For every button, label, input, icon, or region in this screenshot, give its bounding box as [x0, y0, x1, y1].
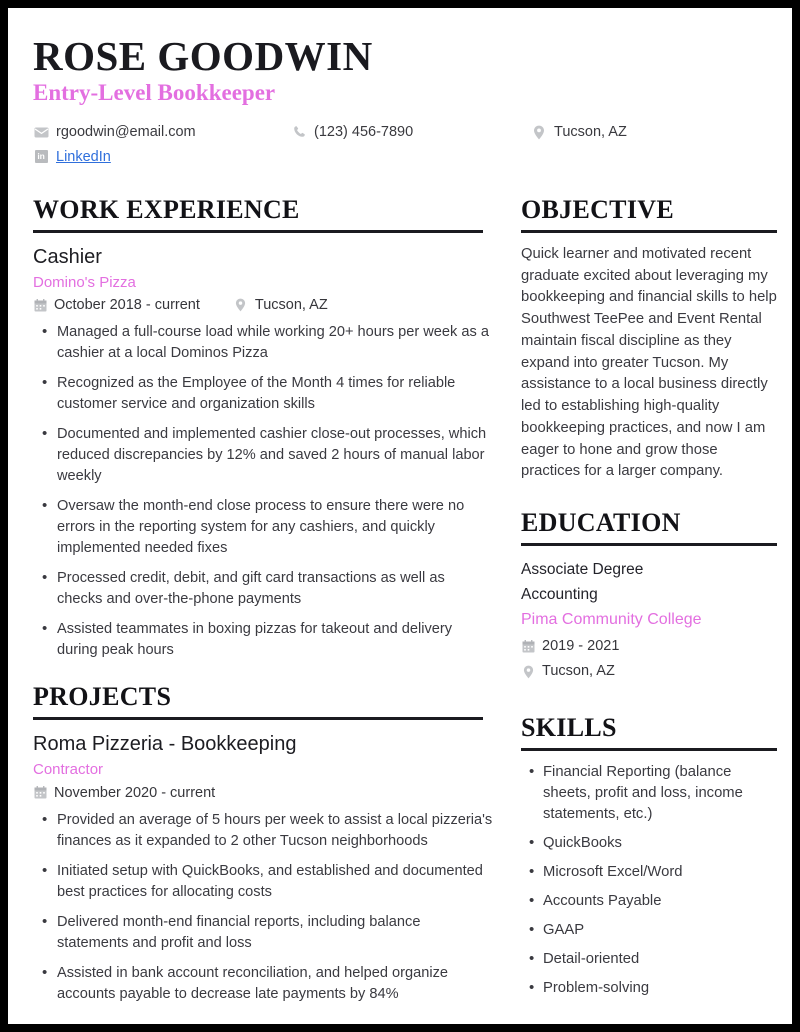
contact-phone-text: (123) 456-7890 [314, 123, 414, 140]
project-entry-bullets [33, 810, 493, 1005]
education-date-text: 2019 - 2021 [542, 637, 620, 654]
project-entry-meta [33, 785, 493, 801]
calendar-icon [521, 640, 535, 654]
work-entry-bullets [33, 322, 493, 661]
work-entry-company: Domino's Pizza [33, 273, 136, 291]
work-entry-location [234, 297, 328, 313]
contact-email[interactable] [33, 123, 291, 142]
left-column [33, 196, 493, 1024]
list-item: • QuickBooks [543, 833, 779, 854]
list-item: • Initiated setup with QuickBooks, and established and documented best practices for allocating costs [57, 861, 493, 903]
work-entry-meta [33, 297, 493, 313]
education-degree: Associate Degree [521, 560, 644, 578]
candidate-job-title: Entry-Level Bookkeeper [33, 80, 276, 106]
contact-location-text: Tucson, AZ [554, 123, 627, 140]
section-divider-objective [521, 230, 777, 233]
right-column [521, 196, 779, 1024]
objective-text: Quick learner and motivated recent graduate excited about leveraging my bookkeeping and financial skills to help Southwest TeePee and Event Rental maintain fiscal discipline as they expand into greater Tucson. My assistance to a local business directly led to establishing high-quality bookkeeping practices, and now I am eager to hone and grow those practices for a larger company. [521, 245, 777, 480]
list-item: • Detail-oriented [543, 949, 779, 970]
contact-row-primary [33, 123, 767, 142]
project-entry-role: Contractor [33, 761, 104, 779]
calendar-icon [33, 786, 47, 800]
list-item: • Assisted teammates in boxing pizzas for takeout and delivery during peak hours [57, 619, 493, 661]
section-heading-work: WORK EXPERIENCE [33, 195, 300, 225]
section-heading-education: EDUCATION [521, 508, 681, 538]
list-item: • Assisted in bank account reconciliation, and helped organize accounts payable to decrease late payments by 84% [57, 963, 493, 1005]
map-pin-icon [234, 298, 248, 312]
list-item: • Financial Reporting (balance sheets, profit and loss, income statements, etc.) [543, 762, 779, 825]
linkedin-badge-text: in [35, 150, 48, 163]
contact-email-text: rgoodwin@email.com [56, 123, 196, 140]
contact-phone[interactable] [291, 123, 531, 142]
contact-location [531, 123, 731, 142]
project-entry-date-text: November 2020 - current [54, 784, 216, 801]
section-divider-projects [33, 717, 483, 720]
list-item: • GAAP [543, 920, 779, 941]
section-heading-projects: PROJECTS [33, 682, 172, 712]
linkedin-link[interactable]: LinkedIn [56, 148, 111, 165]
project-entry [33, 731, 493, 1005]
map-pin-icon [531, 124, 547, 140]
skills-list [521, 762, 779, 999]
list-item: • Accounts Payable [543, 891, 779, 912]
candidate-name: ROSE GOODWIN [33, 33, 373, 79]
education-date [521, 635, 779, 658]
section-skills [521, 714, 779, 999]
list-item: • Managed a full-course load while working 20+ hours per week as a cashier at a local Dominos Pizza [57, 322, 493, 364]
education-location-text: Tucson, AZ [542, 663, 615, 680]
section-divider-skills [521, 748, 777, 751]
resume-body [33, 195, 777, 1024]
linkedin-icon [33, 149, 49, 165]
section-divider-education [521, 543, 777, 546]
work-entry-date-text: October 2018 - current [54, 297, 200, 314]
education-field: Accounting [521, 585, 598, 603]
contact-linkedin[interactable] [33, 148, 291, 167]
calendar-icon [33, 298, 47, 312]
section-education [521, 509, 779, 684]
section-work-experience [33, 196, 493, 661]
project-entry-date [33, 785, 215, 801]
list-item: • Processed credit, debit, and gift card transactions as well as checks and over-the-phone payments [57, 568, 493, 610]
work-entry-title: Cashier [33, 245, 102, 268]
contact-row-secondary [33, 148, 767, 167]
phone-icon [291, 124, 307, 140]
section-heading-skills: SKILLS [521, 712, 617, 742]
list-item: • Problem-solving [543, 978, 779, 999]
list-item: • Oversaw the month-end close process to ensure there were no errors in the reporting system for any cashiers, and quickly implemented needed fixes [57, 496, 493, 559]
column-gap [493, 196, 521, 1024]
work-entry [33, 244, 493, 662]
education-school: Pima Community College [521, 611, 702, 629]
resume-page [8, 8, 792, 1024]
education-location [521, 660, 779, 683]
section-divider-work [33, 230, 483, 233]
list-item: • Documented and implemented cashier close-out processes, which reduced discrepancies by 12% and saved 2 hours of manual labor weekly [57, 424, 493, 487]
list-item: • Microsoft Excel/Word [543, 862, 779, 883]
list-item: • Delivered month-end financial reports, including balance statements and profit and loss [57, 912, 493, 954]
project-entry-title: Roma Pizzeria - Bookkeeping [33, 733, 297, 756]
resume-header [33, 34, 767, 166]
section-projects [33, 683, 493, 1004]
list-item: • Provided an average of 5 hours per week to assist a local pizzeria's finances as it expanded to 2 other Tucson neighborhoods [57, 810, 493, 852]
section-heading-objective: OBJECTIVE [521, 195, 674, 225]
list-item: • Recognized as the Employee of the Month 4 times for reliable customer service and organization skills [57, 373, 493, 415]
map-pin-icon [521, 665, 535, 679]
work-entry-location-text: Tucson, AZ [254, 297, 328, 314]
work-entry-date [33, 297, 200, 313]
envelope-icon [33, 124, 49, 140]
section-objective [521, 196, 779, 483]
